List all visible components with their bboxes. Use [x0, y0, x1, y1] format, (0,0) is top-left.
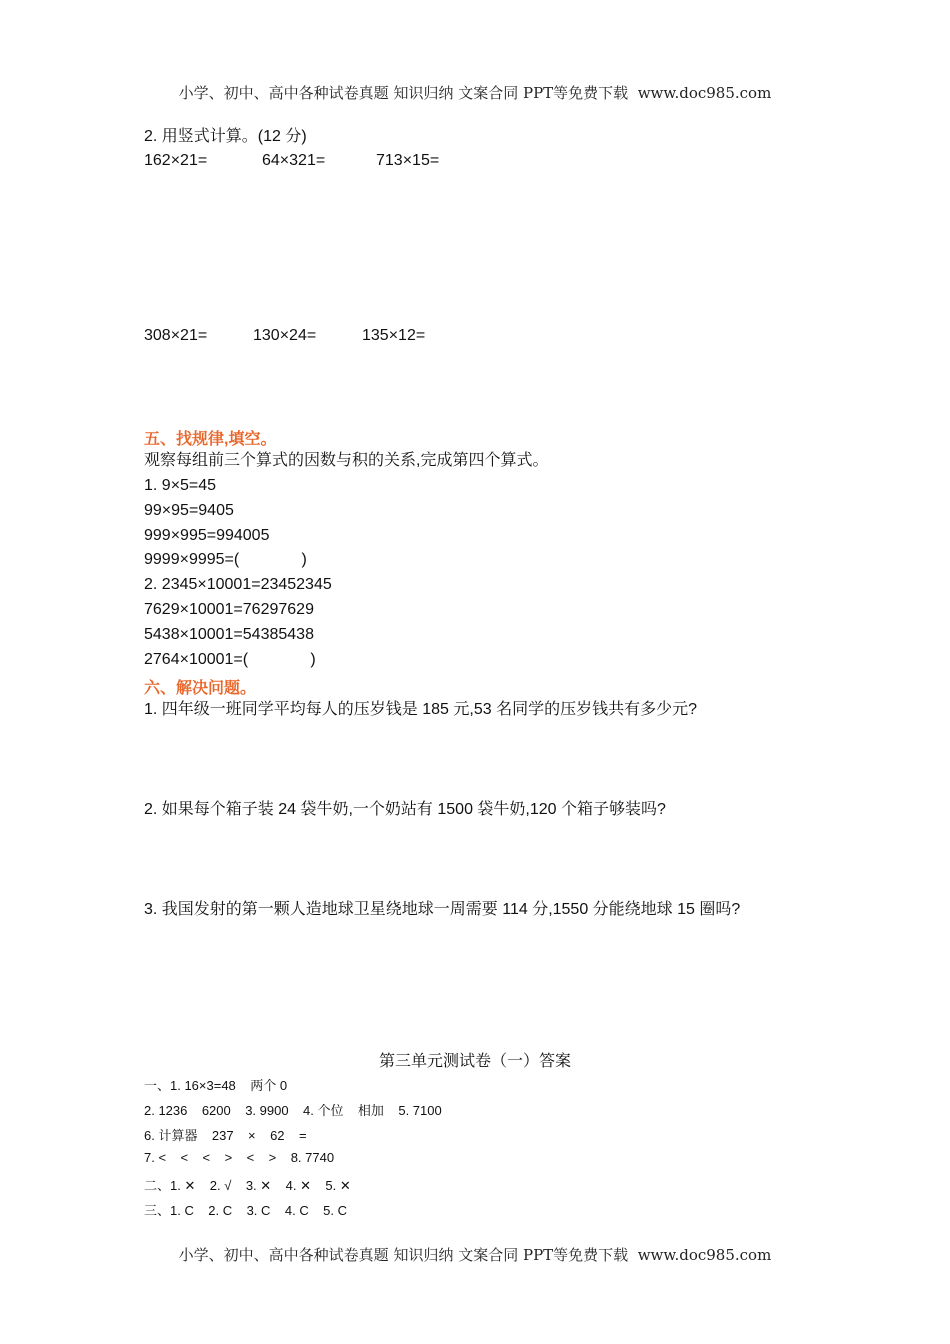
- answers-title: 第三单元测试卷（一）答案: [378, 1051, 571, 1070]
- section5-line: 2764×10001=( ): [144, 651, 316, 668]
- section6-problem: 2. 如果每个箱子装 24 袋牛奶,一个奶站有 1500 袋牛奶,120 个箱子够装吗?: [144, 801, 666, 818]
- answer-line: 6. 计算器 237 × 62 =: [144, 1128, 307, 1143]
- q2-row2-item2: 130×24=: [253, 327, 317, 344]
- section5-line: 1. 9×5=45: [144, 477, 217, 494]
- section5-line: 2. 2345×10001=23452345: [144, 576, 332, 593]
- q2-row1-item2: 64×321=: [262, 152, 326, 169]
- section5-line: 5438×10001=54385438: [144, 626, 314, 643]
- q2-row1-item3: 713×15=: [376, 152, 440, 169]
- answer-line: 一、1. 16×3=48 两个 0: [144, 1078, 288, 1093]
- section6-title: 六、解决问题。: [144, 680, 257, 697]
- section5-line: 99×95=9405: [144, 502, 234, 519]
- section5-line: 9999×9995=( ): [144, 551, 307, 568]
- page-header: 小学、初中、高中各种试卷真题 知识归纳 文案合同 PPT等免费下载 www.doc985.com: [178, 84, 772, 102]
- section6-problem: 1. 四年级一班同学平均每人的压岁钱是 185 元,53 名同学的压岁钱共有多少元?: [144, 701, 697, 718]
- q2-title: 2. 用竖式计算。(12 分): [144, 128, 307, 145]
- answer-line: 2. 1236 6200 3. 9900 4. 个位 相加 5. 7100: [144, 1103, 442, 1118]
- answer-line: 7. < < < > < > 8. 7740: [144, 1150, 335, 1165]
- answer-line: 三、1. C 2. C 3. C 4. C 5. C: [144, 1203, 347, 1218]
- section5-line: 999×995=994005: [144, 527, 270, 544]
- q2-row2-item1: 308×21=: [144, 327, 208, 344]
- q2-row2-item3: 135×12=: [362, 327, 426, 344]
- page-footer: 小学、初中、高中各种试卷真题 知识归纳 文案合同 PPT等免费下载 www.doc985.com: [178, 1246, 772, 1264]
- section5-instruction: 观察每组前三个算式的因数与积的关系,完成第四个算式。: [144, 452, 549, 469]
- section5-title: 五、找规律,填空。: [144, 431, 277, 448]
- q2-row1-item1: 162×21=: [144, 152, 208, 169]
- answer-line: 二、1. ✕ 2. √ 3. ✕ 4. ✕ 5. ✕: [144, 1178, 351, 1193]
- section6-problem: 3. 我国发射的第一颗人造地球卫星绕地球一周需要 114 分,1550 分能绕地球 15 圈吗?: [144, 901, 741, 918]
- section5-line: 7629×10001=76297629: [144, 601, 314, 618]
